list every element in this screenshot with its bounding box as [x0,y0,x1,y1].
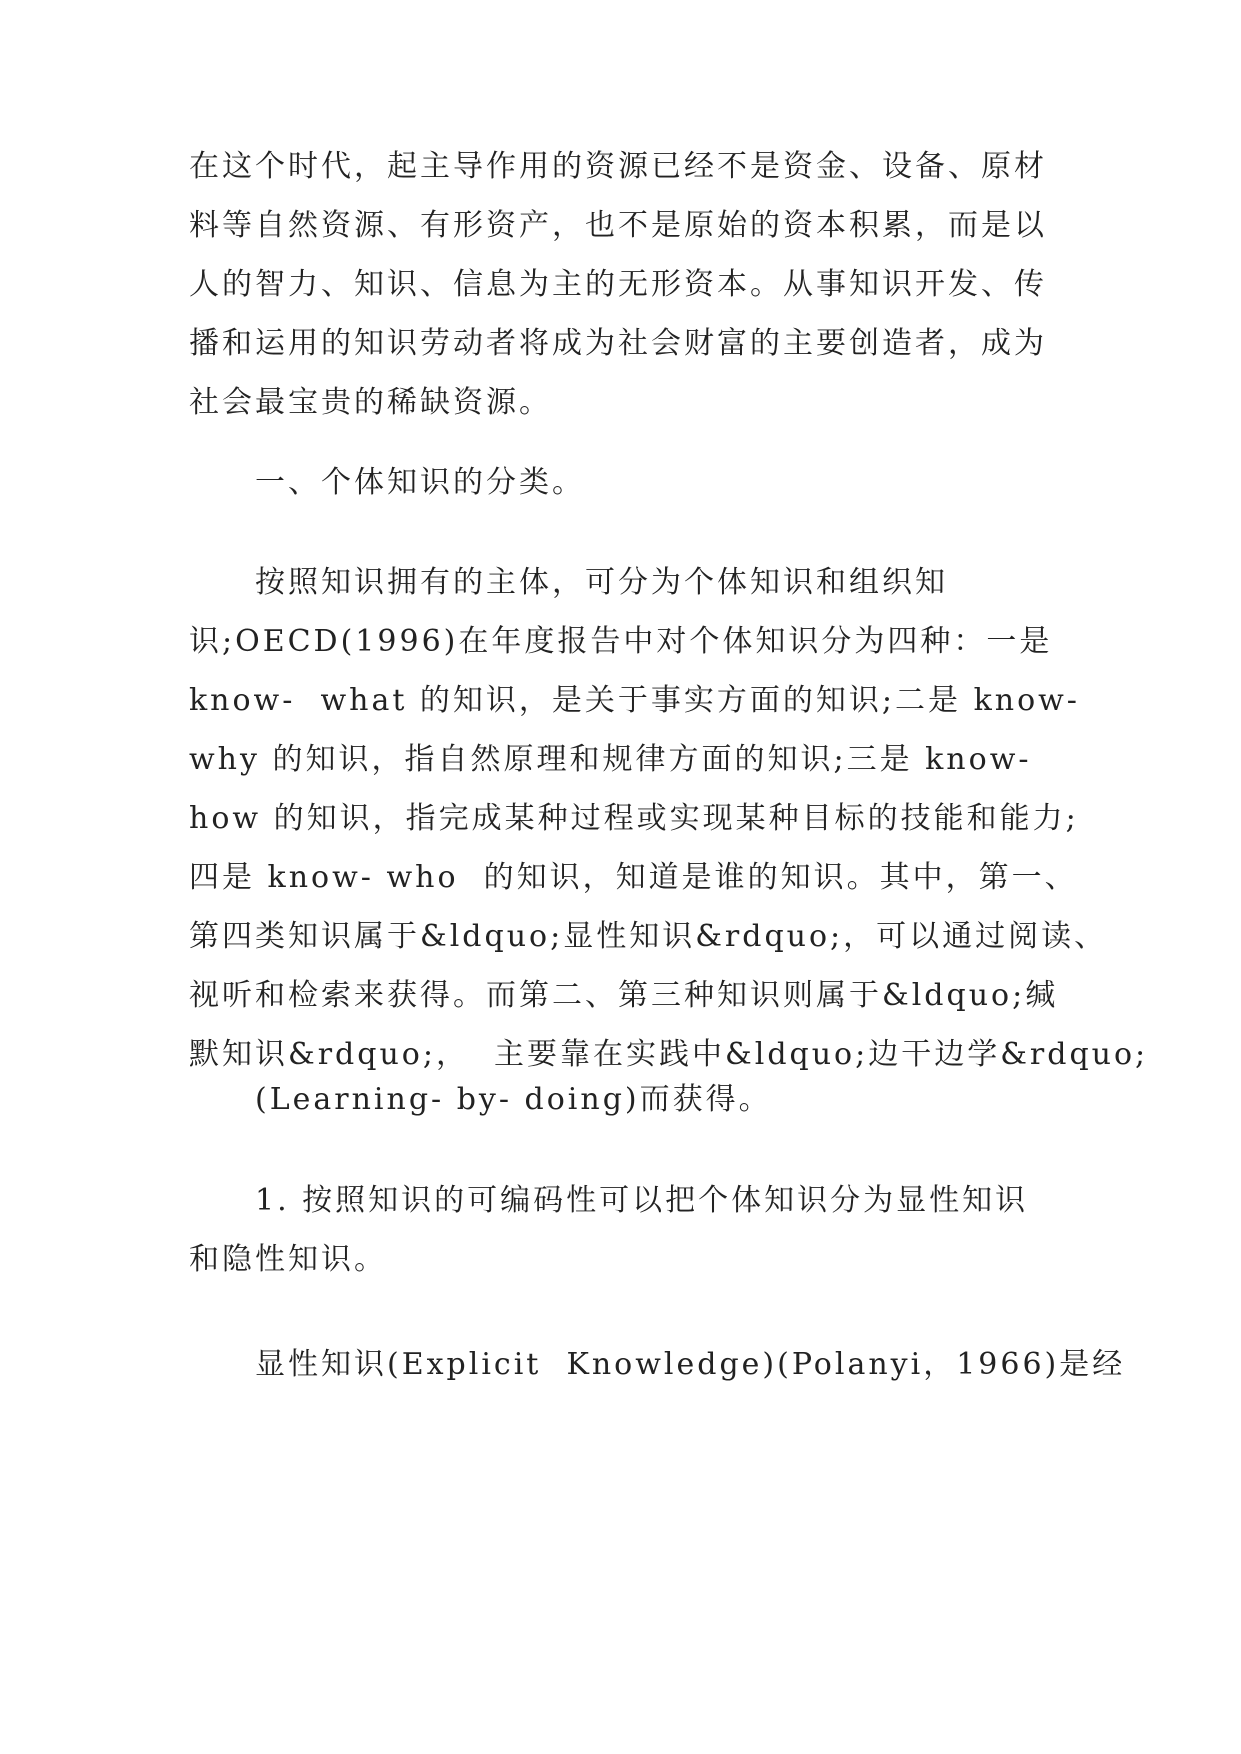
paragraph-line: 在这个时代，起主导作用的资源已经不是资金、设备、原材 [189,149,1047,184]
section-heading [189,453,1049,512]
intro-paragraph [189,137,1049,432]
paragraph-line: why 的知识，指自然原理和规律方面的知识;三是 know- [189,742,1032,777]
paragraph-line: 人的智力、知识、信息为主的无形资本。从事知识开发、传 [189,267,1047,302]
paragraph-line: 第四类知识属于&ldquo;显性知识&rdquo;，可以通过阅读、 [189,919,1108,954]
paragraph-line: 料等自然资源、有形资产，也不是原始的资本积累，而是以 [189,208,1047,243]
paragraph-line: 默知识&rdquo;， 主要靠在实践中&ldquo;边干边学&rdquo; [189,1037,1149,1072]
paragraph-line: 按照知识拥有的主体，可分为个体知识和组织知 [255,565,948,600]
heading-line: 一、个体知识的分类。 [255,465,585,500]
paragraph-line: 社会最宝贵的稀缺资源。 [189,385,552,420]
classification-paragraph [189,553,1149,1084]
paragraph-line: 和隐性知识。 [189,1242,387,1277]
paragraph-line: how 的知识，指完成某种过程或实现某种目标的技能和能力; [189,801,1079,836]
paragraph-line: know- what 的知识，是关于事实方面的知识;二是 know- [189,683,1080,718]
paragraph-line: (Learning- by- doing)而获得。 [255,1082,772,1117]
paragraph-line: 四是 know- who 的知识，知道是谁的知识。其中，第一、 [189,860,1078,895]
numbered-paragraph [189,1171,1049,1289]
paragraph-line: 显性知识(Explicit Knowledge)(Polanyi，1966)是经 [255,1347,1126,1382]
learning-by-doing-paragraph [189,1070,1049,1129]
paragraph-line: 识;OECD(1996)在年度报告中对个体知识分为四种：一是 [189,624,1053,659]
paragraph-line: 1. 按照知识的可编码性可以把个体知识分为显性知识 [255,1183,1029,1218]
paragraph-line: 视听和检索来获得。而第二、第三种知识则属于&ldquo;缄 [189,978,1059,1013]
explicit-knowledge-paragraph [189,1335,1126,1394]
paragraph-line: 播和运用的知识劳动者将成为社会财富的主要创造者，成为 [189,326,1047,361]
